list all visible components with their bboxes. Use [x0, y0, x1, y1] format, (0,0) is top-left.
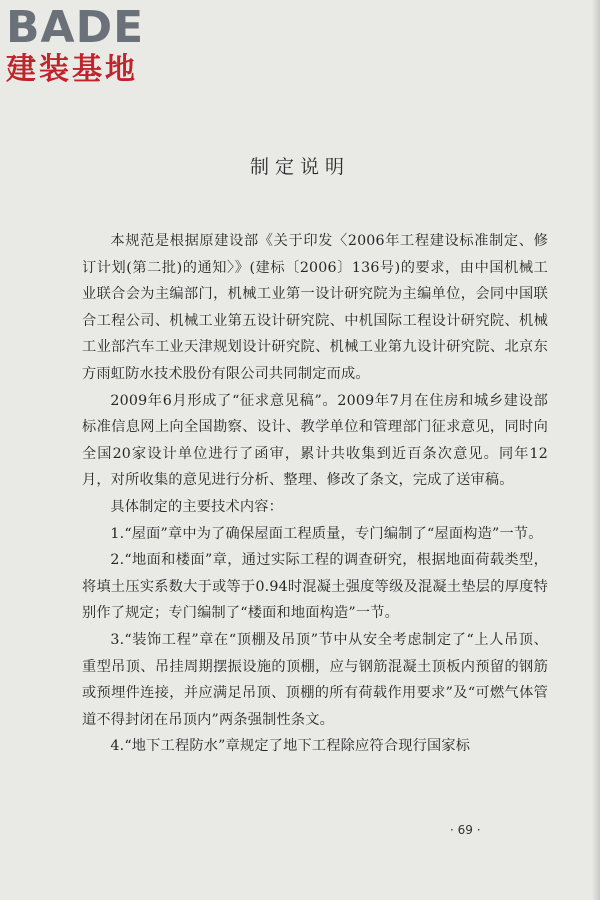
- logo-text-en: BADE: [6, 2, 145, 53]
- body-text: [82, 228, 548, 760]
- page-spine-shadow: [592, 0, 600, 900]
- paragraph-item-4: 4.“地下工程防水”章规定了地下工程除应符合现行国家标: [110, 738, 471, 755]
- paragraph-history: 2009年6月形成了“征求意见稿”。2009年7月在住房和城乡建设部标准信息网上向全国勘察、设计、教学单位和管理部门征求意见，同时向全国20家设计单位进行了函审，累计共收集到近百条次意见。同年12月，对所收集的意见进行分析、整理、修改了条文，完成了送审稿。: [82, 392, 548, 489]
- paragraph-intro: 本规范是根据原建设部《关于印发〈2006年工程建设标准制定、修订计划(第二批)的通知〉》(建标〔2006〕136号)的要求，由中国机械工业联合会为主编部门，机械工业第一设计研究院为主编单位，会同中国联合工程公司、机械工业第五设计研究院、中机国际工程设计研究院、机械工业部汽车工业天津规划设计研究院、机械工业第九设计研究院、北京东方雨虹防水技术股份有限公司共同制定而成。: [82, 233, 548, 382]
- page-number: · 69 ·: [450, 823, 481, 837]
- paragraph-item-2: 2.“地面和楼面”章，通过实际工程的调查研究，根据地面荷载类型，将填土压实系数大于或等于0.94时混凝土强度等级及混凝土垫层的厚度特别作了规定；专门编制了“楼面和地面构造”一节。: [82, 552, 548, 622]
- paragraph-content-heading: 具体制定的主要技术内容：: [110, 498, 284, 515]
- bade-logo: [6, 2, 176, 87]
- paragraph-item-3: 3.“装饰工程”章在“顶棚及吊顶”节中从安全考虑制定了“上人吊顶、重型吊顶、吊挂周期摆振设施的顶棚，应与钢筋混凝土顶板内预留的钢筋或预埋件连接，并应满足吊顶、顶棚的所有荷载作用要求”及“可燃气体管道不得封闭在吊顶内”两条强制性条文。: [82, 631, 548, 728]
- logo-text-cn: 建装基地: [6, 52, 138, 87]
- paragraph-item-1: 1.“屋面”章中为了确保屋面工程质量，专门编制了“屋面构造”一节。: [110, 525, 543, 542]
- section-title: 制定说明: [249, 156, 350, 178]
